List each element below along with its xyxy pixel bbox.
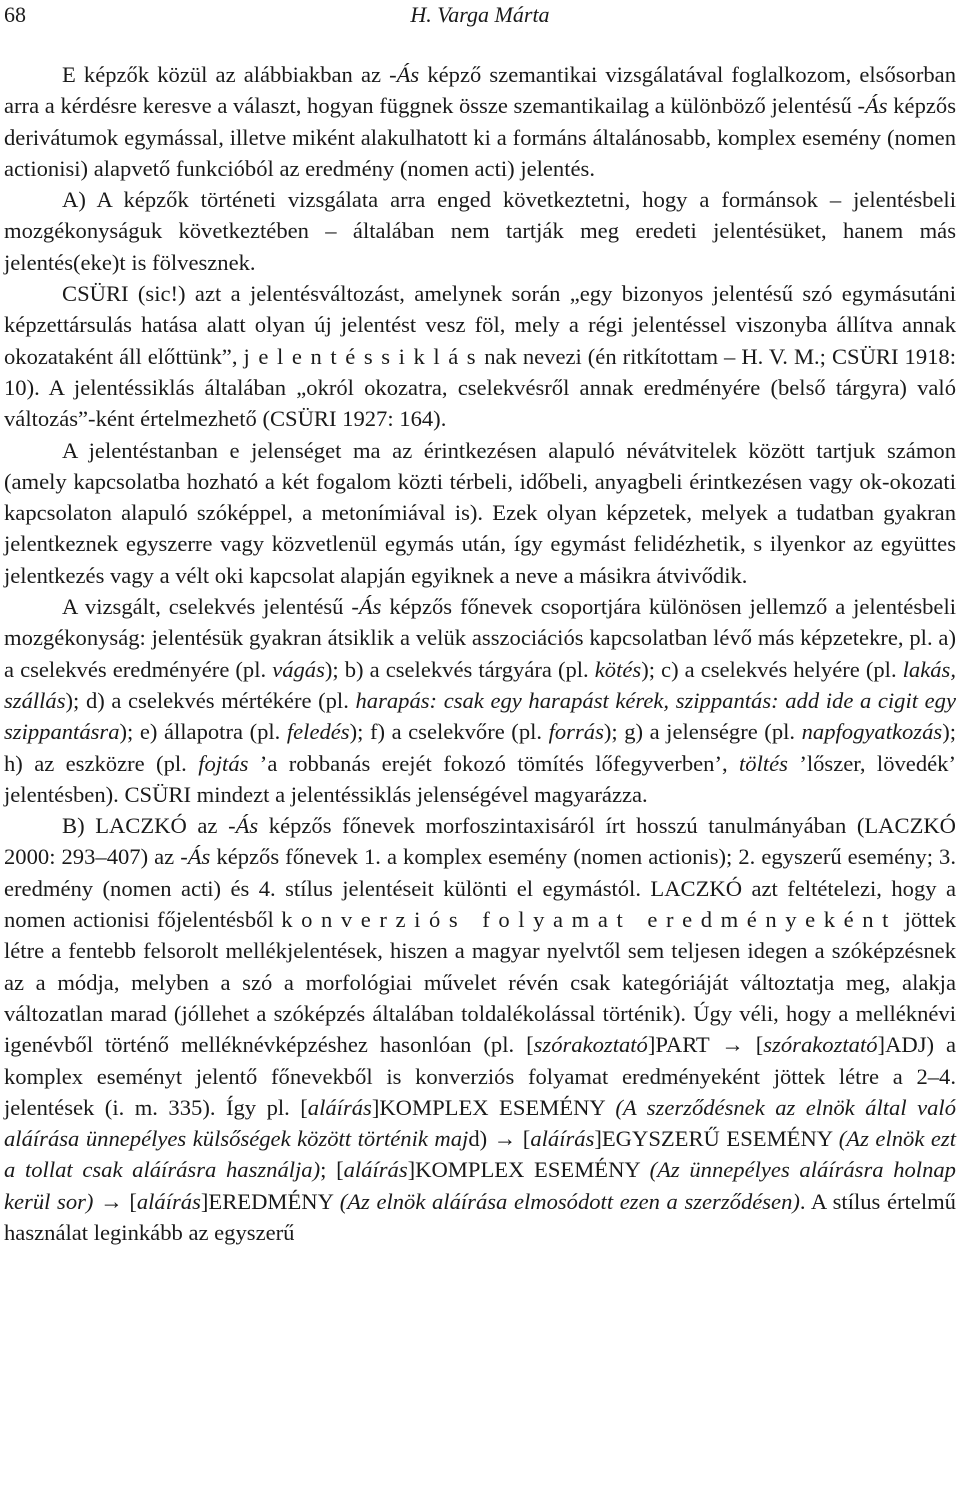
running-head — [4, 2, 956, 36]
italic-run: -Ás — [228, 813, 259, 839]
text-run: ]PART → [ — [647, 1032, 764, 1058]
text-run: ); d) a cselekvés mértékére (pl. — [65, 687, 356, 713]
text-run: az — [186, 813, 229, 839]
text-run: ’lőszer, lövedék’ jelentésben). — [4, 750, 956, 807]
italic-run: aláírás — [343, 1157, 408, 1183]
small-caps-name: CSÜRI — [831, 343, 899, 369]
italic-run: forrás — [548, 719, 604, 745]
text-run: d) → [ — [468, 1126, 531, 1152]
text-run: ); e) állapotra (pl. — [119, 719, 287, 745]
italic-run: szórakoztató — [533, 1032, 648, 1058]
small-caps-name: CSÜRI — [124, 781, 191, 807]
italic-run: feledés — [286, 719, 350, 745]
text-run: A) A képzők történeti vizsgálata arra enged következtetni, hogy a formánsok – jelentésbeli mozgékonyságuk következtében – általában nem tartják meg eredeti jelentésüket, hanem más jelentés(eke)t is fölvesznek. — [4, 187, 956, 275]
small-caps-name: CSÜRI — [62, 281, 129, 307]
italic-run: (Az ünnepélyes aláírásra holnap kerül sor) — [4, 1157, 956, 1214]
italic-run: -Ás — [389, 62, 420, 87]
italic-run: aláírás — [530, 1126, 595, 1152]
italic-run: szórakoztató — [763, 1032, 878, 1058]
spaced-emphasis: konverziós folyamat eredményeként — [281, 907, 898, 933]
text-run: A jelentéstanban e jelenséget ma az érintkezésen alapuló névátvitelek között tartjuk számon (amely kapcsolatba hozható a két fogalom közti térbeli, időbeli, anyagbeli érintkezésen vagy ok-okozati kapcsolaton alapuló szóképpel, a metonímiával is). Ezek olyan képzetek, melyek a tudatban gyakran jelentkeznek egyszerre vagy közvetlenül egymás után, így egymást felidézhetik, s ilyenkor az együttes jelentkezés vagy a vélt oki kapcsolat alapján egyiknek a neve a másikra átvivődik. — [4, 437, 956, 588]
text-run: 2000: 293–407) az — [4, 844, 181, 870]
text-run: ]EREDMÉNY — [200, 1188, 340, 1214]
italic-run: (Az elnök ezt a tollat csak aláírásra használja) — [4, 1126, 956, 1183]
italic-run: (Az elnök aláírása elmosódott ezen a szerződésen) — [339, 1188, 800, 1214]
text-run: . A stílus értelmű használat leginkább az egyszerű — [4, 1188, 956, 1245]
text-run: (sic!) azt a jelentésváltozást, amelynek során „egy bizonyos jelentésű szó egymásutáni képzettársulás hatása alatt olyan új jelentést vesz föl, mely a régi jelentéssel viszonyba állítva annak okozataként áll előttünk”, — [4, 281, 956, 369]
text-run: képzős főnevek morfoszintaxisáról írt hosszú tanulmányában ( — [258, 813, 865, 839]
text-run: ]EGYSZERŰ ESEMÉNY — [594, 1126, 839, 1152]
text-run: képzős derivátumok egymással, illetve miként alakulhatott ki a formáns általánosabb, komplex esemény (nomen actionisi) alapvető funkcióból az eredmény (nomen acti) jelentés. — [4, 93, 956, 181]
paragraph-meaning-shifts — [4, 591, 956, 810]
text-run: ]KOMPLEX ESEMÉNY — [371, 1094, 616, 1120]
text-run: nak nevezi (én ritkítottam – H. V. M.; — [484, 343, 832, 369]
italic-run: kötés — [594, 656, 642, 682]
text-run: → [ — [93, 1188, 137, 1214]
paragraph-section-a — [4, 184, 956, 278]
text-run: E képzők közül az alábbiakban az — [62, 62, 390, 87]
italic-run: vágás — [272, 656, 325, 682]
italic-run: fojtás — [198, 750, 249, 776]
text-run: 1918: 10). A jelentéssiklás általában „okról okozatra, cselekvésről annak eredményére (belső tárgyra) való változás”-ként értelmezhető ( — [4, 343, 957, 432]
text-run: azt feltételezi, hogy a nomen actionisi főjelentésből — [4, 875, 957, 933]
italic-run: harapás: csak egy harapást kérek, szippantás: add ide a cigit egy szippantásra — [4, 687, 956, 745]
text-run: ’a robbanás erejét fokozó tömítés lőfegyverben’, — [248, 750, 739, 776]
italic-run: lakás, szállás — [4, 656, 956, 713]
italic-run: (A szerződésnek az elnök által való aláírása ünnepélyes külsőségek között történik maj — [4, 1094, 956, 1152]
text-run: ); b) a cselekvés tárgyára (pl. — [324, 656, 595, 682]
italic-run: töltés — [739, 750, 788, 776]
italic-run: aláírás — [136, 1188, 201, 1214]
text-run: ); c) a cselekvés helyére (pl. — [641, 656, 903, 682]
italic-run: napfogyatkozás — [801, 719, 943, 745]
spaced-emphasis: jelentéssiklás — [243, 343, 485, 369]
text-run: A vizsgált, cselekvés jelentésű — [62, 594, 352, 620]
small-caps-name: LACZKÓ — [864, 813, 956, 839]
text-run: B) — [62, 813, 96, 839]
small-caps-name: LACZKÓ — [95, 813, 187, 839]
body-text — [4, 59, 956, 1248]
text-run: ); h) az eszközre (pl. — [4, 719, 956, 776]
paragraph-semantics — [4, 435, 956, 591]
text-run: ); f) a cselekvőre (pl. — [349, 719, 549, 745]
paragraph-section-b — [4, 810, 956, 1248]
page-number: 68 — [4, 2, 26, 27]
italic-run: -Ás — [180, 844, 211, 870]
text-run: jöttek létre a fentebb felsorolt mellékjelentések, hiszen a magyar nyelvtől sem teljesen idegen a szóképzésnek az a módja, melyben a szó a morfológiai művelet révén csak kategóriáját változtatja meg, alakja változatlan marad (jóllehet a szóképzés általában toldalékolással történik). Úgy véli, hogy a melléknévi igenévből történő melléknévképzéshez hasonlóan (pl. [ — [4, 907, 956, 1058]
text-run: képzős főnevek csoportjára különösen jellemző a jelentésbeli mozgékonyság: jelentésük gyakran átsiklik a velük asszociációs kapcsolatban lévő más képzetekre, pl. a) a cselekvés eredményére (pl. — [4, 594, 956, 682]
text-run: ]ADJ) a komplex eseményt jelentő főnevekből is konverziós folyamat eredményeként jöttek létre a 2–4. jelentések (i. m. 335). Így pl. [ — [4, 1032, 956, 1120]
text-run: képző szemantikai vizsgálatával foglalkozom, elsősorban arra a kérdésre keresve a választ, hogyan függnek össze szemantikailag a különböző jelentésű — [4, 62, 956, 119]
text-run: mindezt a jelentéssiklás jelenségével magyarázza. — [191, 781, 648, 807]
text-run: képzős főnevek 1. a komplex esemény (nomen actionis); 2. egyszerű esemény; 3. eredmény (nomen acti) és 4. stílus jelentéseit különti el egymástól. — [4, 844, 956, 901]
text-run: ]KOMPLEX ESEMÉNY — [407, 1157, 650, 1183]
running-title: H. Varga Márta — [410, 2, 550, 27]
paragraph-csuri-definition — [4, 278, 956, 434]
text-run: 1927: 164). — [336, 406, 447, 432]
small-caps-name: LACZKÓ — [650, 875, 743, 901]
italic-run: -Ás — [351, 594, 382, 620]
text-run: ); g) a jelenségre (pl. — [603, 719, 802, 745]
small-caps-name: CSÜRI — [269, 406, 337, 432]
text-run: ; [ — [320, 1157, 344, 1183]
italic-run: aláírás — [307, 1094, 372, 1120]
paragraph-intro — [4, 59, 956, 184]
italic-run: -Ás — [857, 93, 888, 119]
